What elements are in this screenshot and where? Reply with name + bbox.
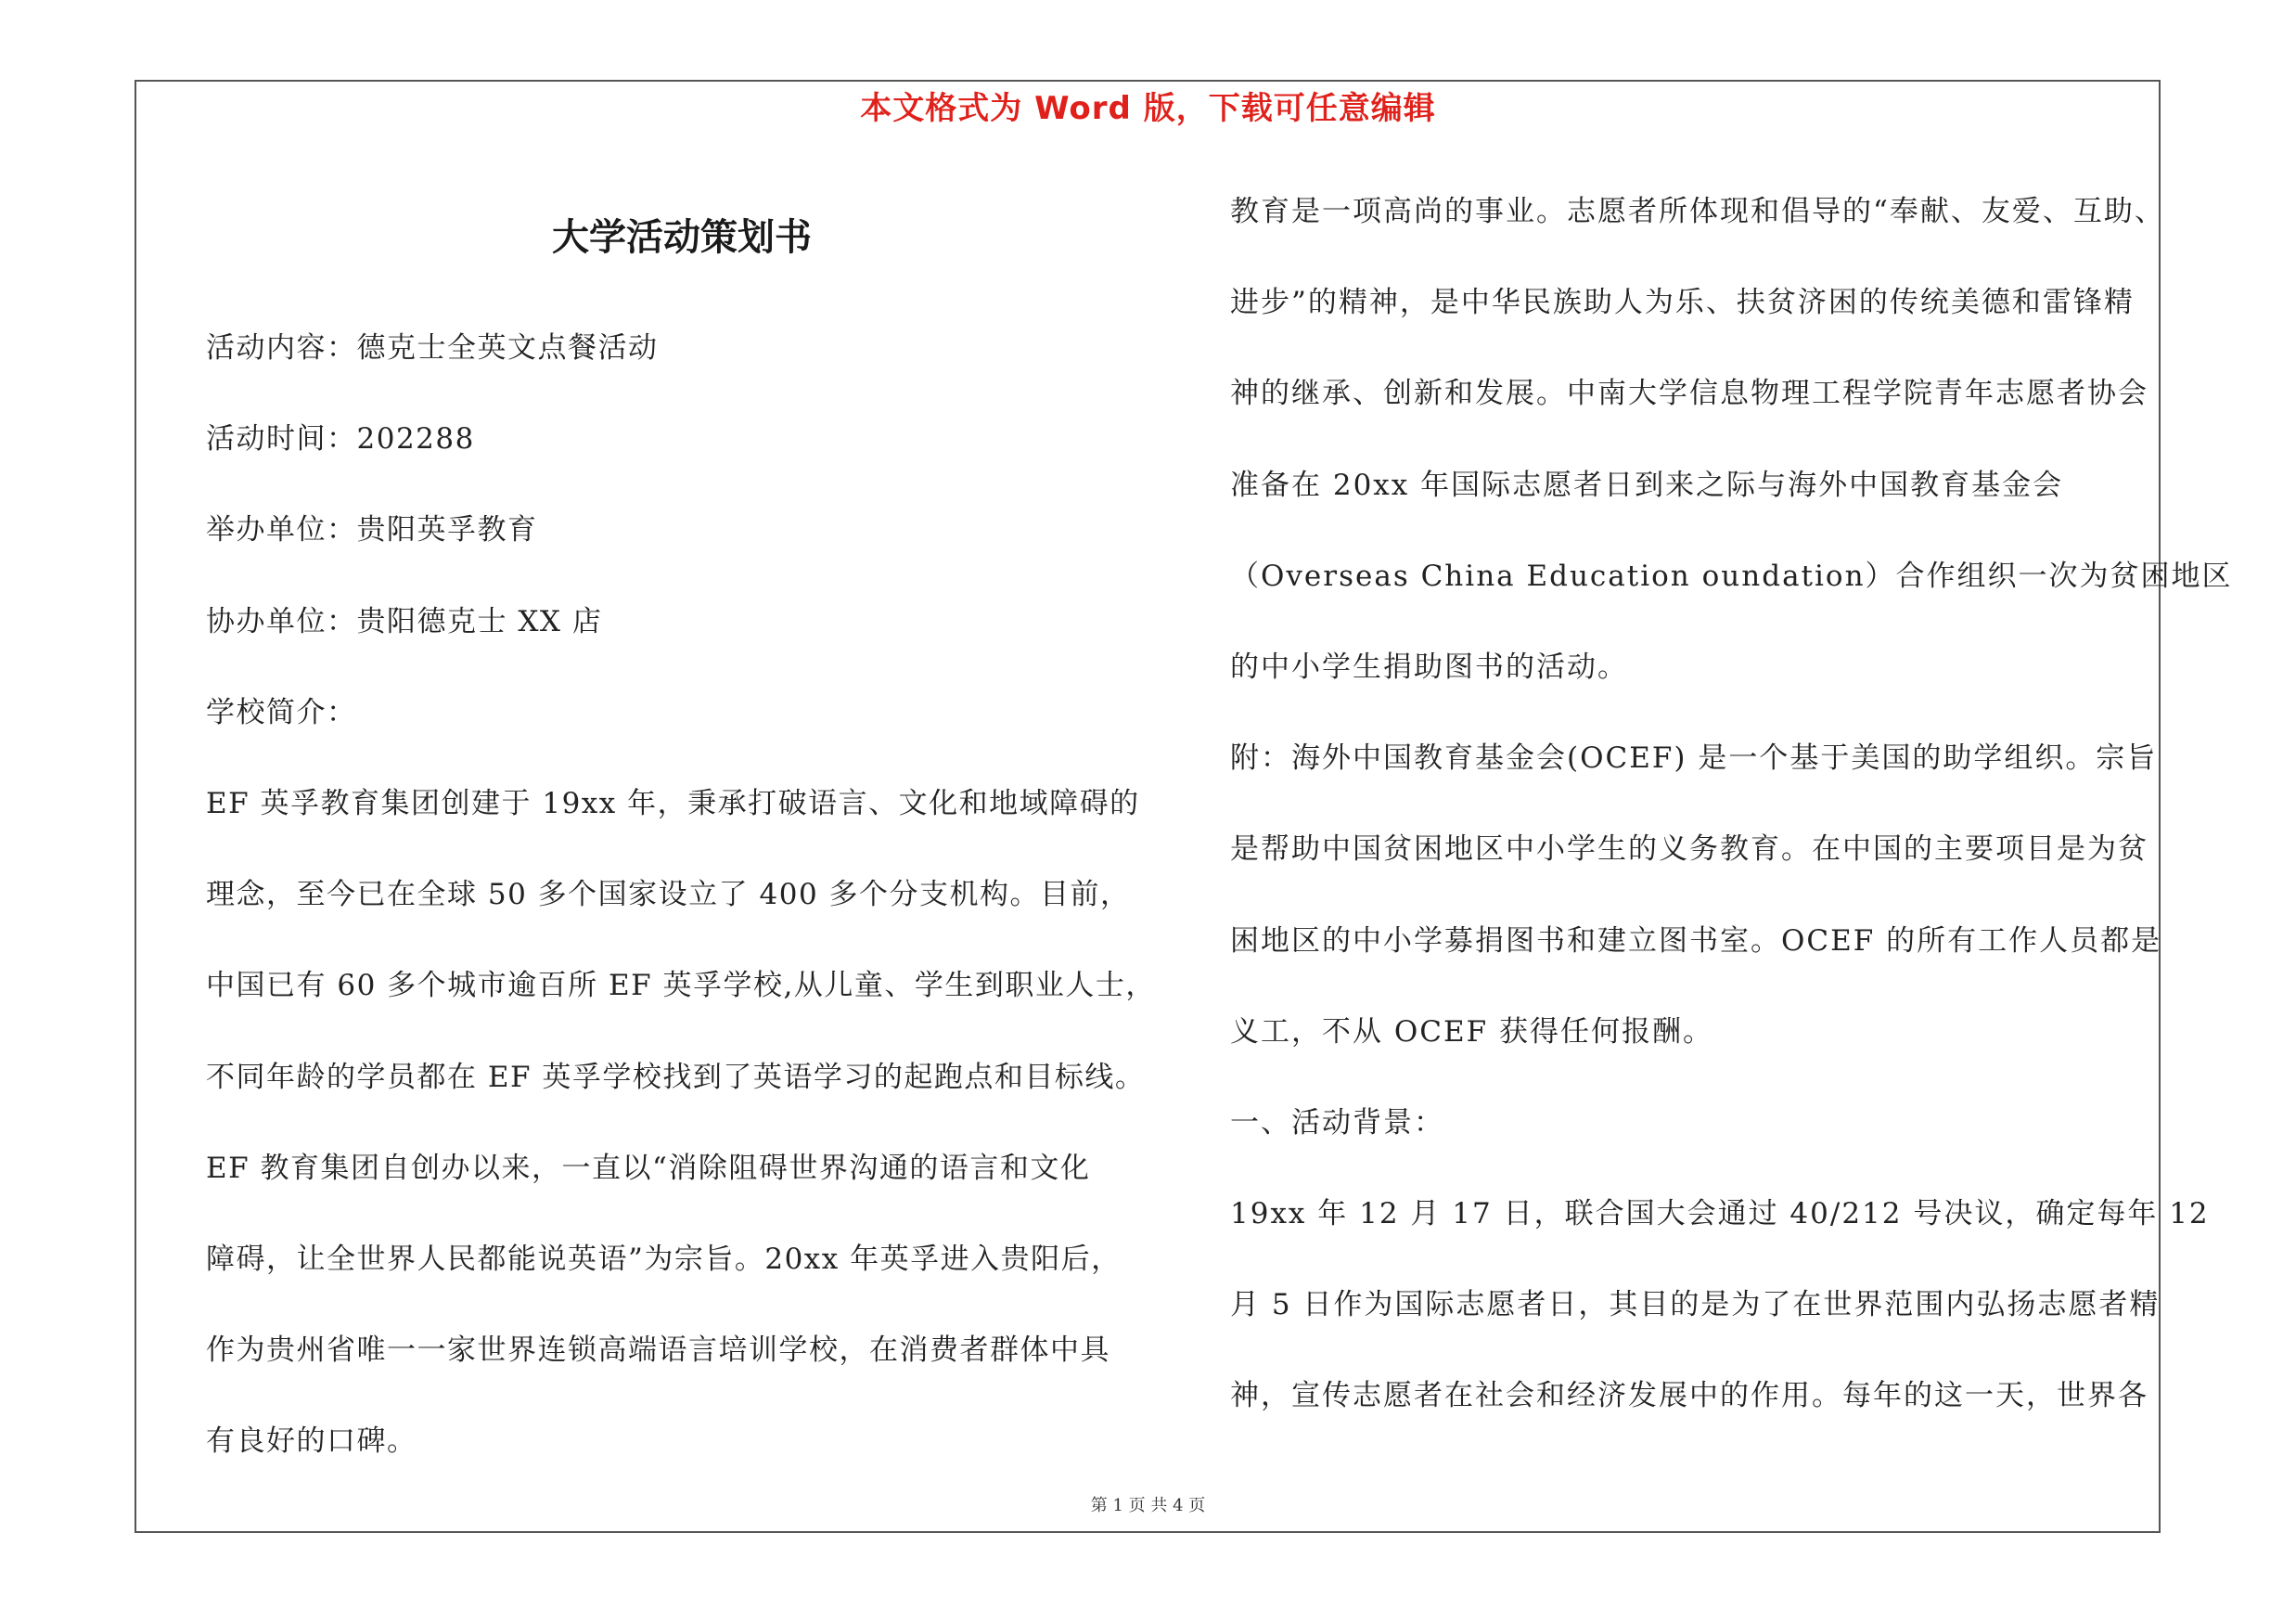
paragraph-line: 理念，至今已在全球 50 多个国家设立了 400 多个分支机构。目前， — [206, 878, 1131, 912]
paragraph-line: 进步”的精神，是中华民族助人为乐、扶贫济困的传统美德和雷锋精 — [1230, 286, 2135, 320]
page-number-footer: 第 1 页 共 4 页 — [1090, 1496, 1206, 1515]
paragraph-line: 附：海外中国教育基金会(OCEF) 是一个基于美国的助学组织。宗旨 — [1230, 741, 2158, 776]
paragraph-line: 协办单位：贵阳德克士 XX 店 — [206, 604, 603, 638]
document-title: 大学活动策划书 — [552, 216, 812, 259]
paragraph-line: 活动时间：202288 — [206, 422, 475, 457]
paragraph-line: 活动内容：德克士全英文点餐活动 — [206, 331, 659, 365]
paragraph-line: EF 英孚教育集团创建于 19xx 年，秉承打破语言、文化和地域障碍的 — [206, 786, 1140, 820]
paragraph-line: 不同年龄的学员都在 EF 英孚学校找到了英语学习的起跑点和目标线。 — [206, 1060, 1146, 1094]
paragraph-line: 的中小学生捐助图书的活动。 — [1230, 650, 1628, 684]
paragraph-line: （Overseas China Education oundation）合作组织一次为贫困地区 — [1230, 559, 2233, 593]
paragraph-line: 中国已有 60 多个城市逾百所 EF 英孚学校,从儿童、学生到职业人士， — [206, 969, 1156, 1003]
paragraph-line: 困地区的中小学募捐图书和建立图书室。OCEF 的所有工作人员都是 — [1230, 923, 2162, 958]
paragraph-line: 一、活动背景： — [1230, 1105, 1444, 1140]
paragraph-line: 有良好的口碑。 — [206, 1424, 417, 1459]
paragraph-line: 义工，不从 OCEF 获得任何报酬。 — [1230, 1014, 1713, 1049]
paragraph-line: 教育是一项高尚的事业。志愿者所体现和倡导的“奉献、友爱、互助、 — [1230, 195, 2165, 228]
paragraph-line: 神，宣传志愿者在社会和经济发展中的作用。每年的这一天，世界各 — [1230, 1379, 2148, 1413]
paragraph-line: 障碍，让全世界人民都能说英语”为宗旨。20xx 年英孚进入贵阳后， — [206, 1242, 1122, 1276]
paragraph-line: 19xx 年 12 月 17 日，联合国大会通过 40/212 号决议，确定每年 12 — [1230, 1197, 2210, 1231]
paragraph-line: 举办单位：贵阳英孚教育 — [206, 513, 538, 547]
paragraph-line: EF 教育集团自创办以来，一直以“消除阻碍世界沟通的语言和文化 — [206, 1151, 1091, 1185]
paragraph-line: 月 5 日作为国际志愿者日，其目的是为了在世界范围内弘扬志愿者精 — [1230, 1288, 2161, 1322]
paragraph-line: 是帮助中国贫困地区中小学生的义务教育。在中国的主要项目是为贫 — [1230, 832, 2148, 867]
paragraph-line: 神的继承、创新和发展。中南大学信息物理工程学院青年志愿者协会 — [1230, 377, 2148, 411]
paragraph-line: 学校简介： — [206, 695, 357, 729]
paragraph-line: 作为贵州省唯一一家世界连锁高端语言培训学校，在消费者群体中具 — [206, 1333, 1110, 1368]
right-column — [1230, 187, 2233, 1463]
paragraph-line: 准备在 20xx 年国际志愿者日到来之际与海外中国教育基金会 — [1230, 468, 2064, 502]
word-format-banner: 本文格式为 Word 版，下载可任意编辑 — [860, 90, 1436, 127]
left-column — [206, 324, 1171, 1508]
